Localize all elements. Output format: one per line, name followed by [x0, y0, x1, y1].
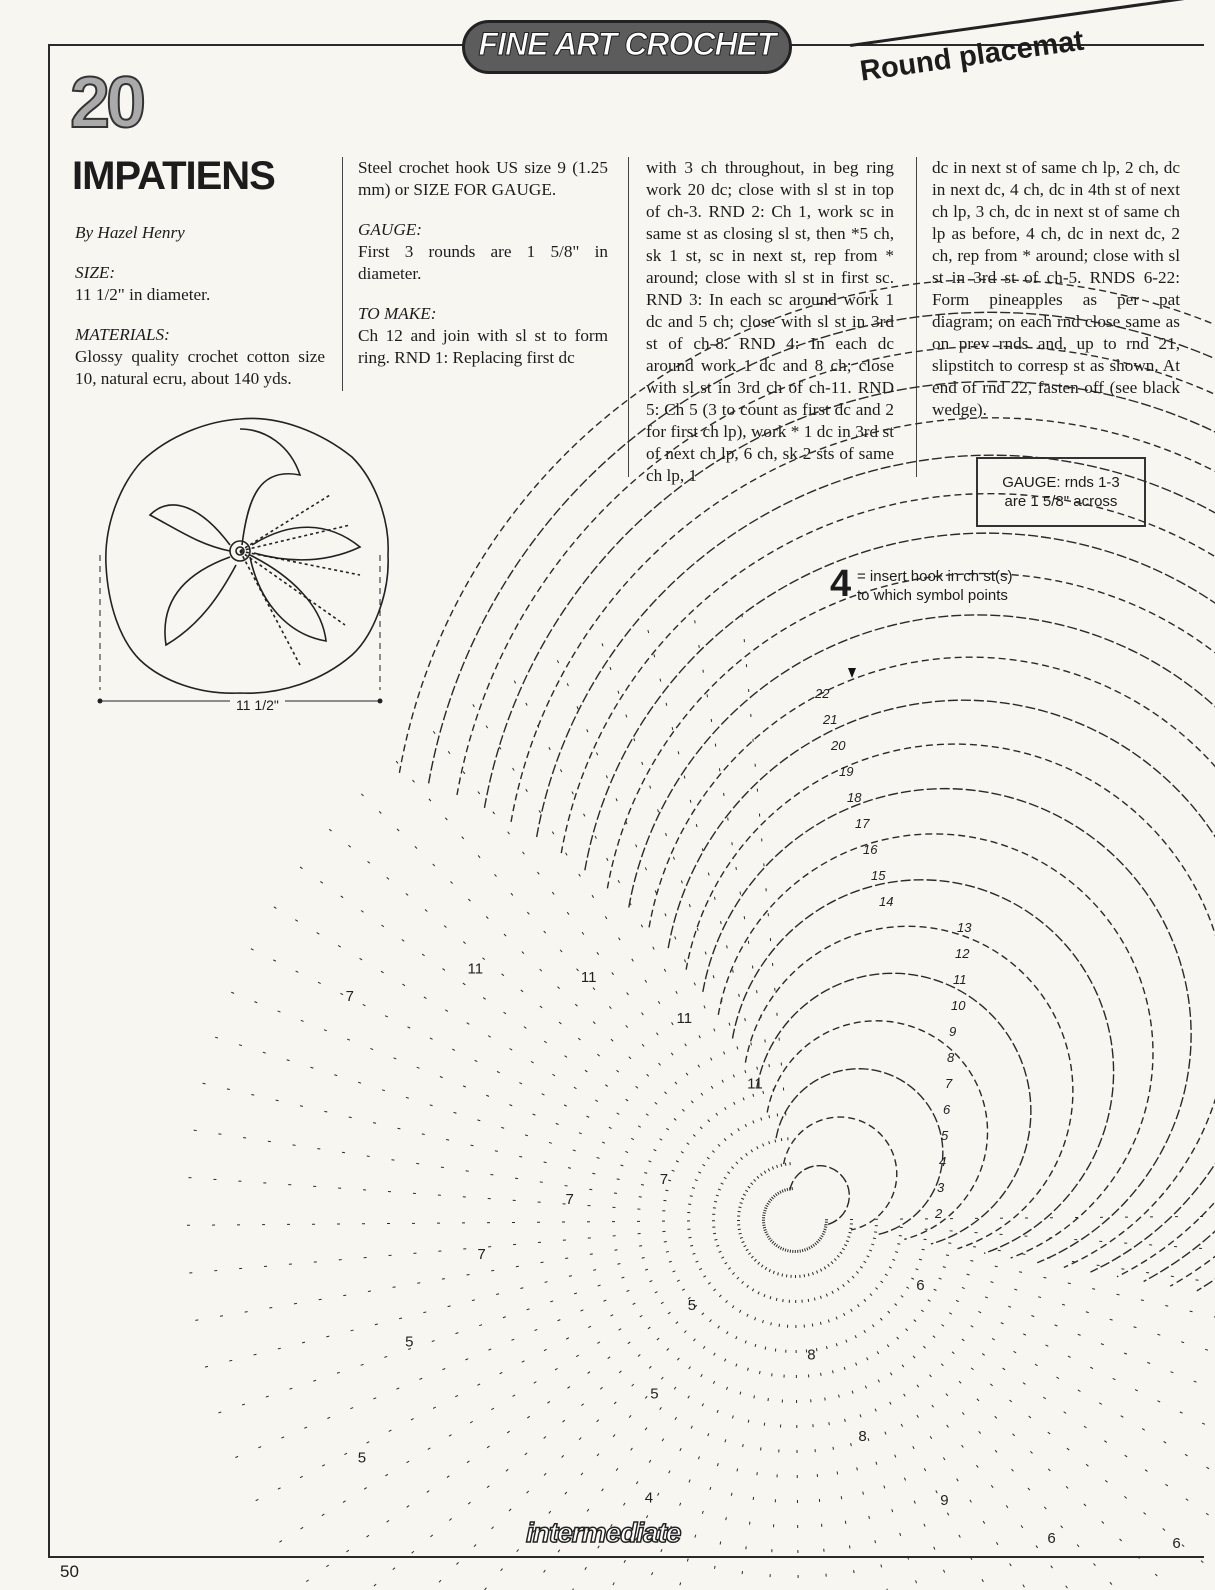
legend-line-2: to which symbol points	[857, 587, 1008, 604]
round-number: 8	[947, 1050, 955, 1065]
round-arc	[757, 973, 1031, 1244]
dimension-label: 11 1/2"	[230, 697, 285, 713]
stitch-tick	[298, 866, 770, 1203]
materials-column	[358, 157, 608, 369]
gauge-heading: GAUGE:	[358, 220, 422, 239]
page-number: 50	[60, 1562, 79, 1581]
gauge-box-line-2: are 1 5/8" across	[1004, 493, 1118, 510]
gauge-box-line-1: GAUGE: rnds 1-3	[1002, 474, 1120, 491]
round-number: 15	[871, 868, 886, 883]
round-number: 3	[937, 1180, 945, 1195]
column-divider	[628, 157, 629, 477]
stitch-tick	[187, 1223, 765, 1274]
round-number: 17	[855, 816, 870, 831]
insert-hook-symbol-icon: 4	[830, 563, 852, 605]
stitch-tick	[254, 1234, 768, 1502]
stitch-tick	[822, 1233, 1215, 1492]
round-number: 11	[953, 972, 967, 987]
stitch-tick	[360, 792, 774, 1199]
intro-column	[75, 222, 325, 390]
round-arc	[784, 1117, 897, 1230]
stitch-tick	[824, 1227, 1215, 1357]
chain-count-label: 9	[940, 1492, 949, 1510]
stitch-tick	[193, 1225, 765, 1321]
stitch-tick	[233, 1232, 767, 1459]
stitch-tick	[192, 1130, 766, 1216]
stitch-tick	[821, 1235, 1215, 1534]
round-number: 2	[935, 1206, 943, 1221]
chain-count-label: 5	[405, 1333, 414, 1351]
round-number: 22	[815, 686, 830, 701]
petal	[252, 527, 360, 560]
stitch-tick	[328, 828, 772, 1201]
stitch-tick	[601, 642, 785, 1192]
legend-line-1: = insert hook in ch st(s)	[857, 568, 1013, 585]
chain-count-label: 6	[1172, 1535, 1181, 1553]
petal	[240, 429, 300, 545]
to-make-text-3: dc in next st of same ch lp, 2 ch, dc in next dc, 4 ch, dc in 4th st of next ch lp, 3 ch, dc in next st of same ch lp as before, 4 ch, dc in next dc, 2 ch, rep from * around; close with sl st in 3rd st of ch-5. RNDS 6-22: Form pineapples as per pat diagram; on each rnd close same as on prev rnds and, up to rnd 21, slipstitch to corresp st as shown. At end of rnd 22, fasten off (see black wedge).	[932, 158, 1180, 419]
stitch-tick	[825, 1222, 1215, 1262]
chain-count-label: 5	[687, 1296, 697, 1314]
difficulty-badge: intermediate	[526, 1517, 681, 1548]
stitch-tick	[472, 703, 779, 1195]
to-make-text-1: Ch 12 and join with sl st to form ring. RND 1: Replacing first dc	[358, 326, 608, 367]
stitch-tick	[823, 1231, 1215, 1448]
chain-count-label: 11	[467, 960, 484, 978]
stitch-tick	[825, 1215, 1215, 1220]
round-arc	[790, 1166, 850, 1226]
gauge-text: First 3 rounds are 1 5/8" in diameter.	[358, 242, 608, 283]
chain-count-label: 5	[650, 1385, 659, 1403]
round-number: 12	[955, 946, 970, 961]
chain-count-label: 6	[1047, 1530, 1056, 1548]
column-divider	[342, 157, 343, 391]
round-number: 19	[839, 764, 854, 779]
stitch-tick	[186, 1177, 765, 1217]
round-arc	[767, 1021, 987, 1239]
pattern-subtitle: Round placemat	[858, 24, 1086, 88]
round-arc	[703, 789, 1191, 1263]
fasten-off-wedge-icon	[848, 668, 856, 678]
round-number: 21	[823, 712, 838, 727]
round-number: 5	[941, 1128, 949, 1143]
round-numbers	[814, 686, 972, 1221]
pattern-number: 20	[70, 63, 143, 143]
chain-count-label: 11	[676, 1009, 693, 1027]
stitch-tick	[647, 628, 787, 1191]
round-number: 20	[831, 738, 846, 753]
stitch-tick	[557, 658, 784, 1192]
size-heading: SIZE:	[75, 263, 116, 282]
round-arc	[718, 834, 1153, 1258]
stitch-tick	[513, 679, 781, 1193]
round-number: 9	[949, 1024, 957, 1039]
stitch-tick	[185, 1220, 765, 1225]
round-number: 7	[945, 1076, 953, 1091]
stitch-tick	[201, 1083, 766, 1213]
hook-text: Steel crochet hook US size 9 (1.25 mm) or SIZE FOR GAUGE.	[358, 158, 608, 199]
chain-count-label: 5	[357, 1449, 367, 1467]
materials-text: Glossy quality crochet cotton size 10, natural ecru, about 140 yds.	[75, 347, 325, 388]
chain-count-label: 4	[644, 1489, 654, 1507]
chain-labels	[346, 960, 1181, 1590]
chain-count-label: 11	[747, 1075, 763, 1093]
stitch-ticks	[185, 612, 1215, 1590]
round-arc	[607, 574, 1215, 1287]
stitch-tick	[249, 948, 768, 1207]
round-arc	[776, 1069, 943, 1235]
round-number: 10	[951, 998, 966, 1013]
size-text: 11 1/2" in diameter.	[75, 285, 211, 304]
gauge-box	[976, 457, 1146, 527]
author: By Hazel Henry	[75, 223, 185, 242]
petal	[150, 505, 230, 551]
chain-count-label: 11	[580, 969, 597, 987]
round-number: 18	[847, 790, 862, 805]
to-make-text-2: with 3 ch throughout, in beg ring work 20 dc; close with sl st in top of ch-3. RND 2: Ch 1, work sc in same st as closing sl st, then *5 ch, sk 1 st, sc in next st, rep from * around; close with sl st in first sc. RND 3: In each sc around work 1 dc and 5 ch; close with sl st in 3rd st of ch-8. RND 4: In each dc around work 1 dc and 8 ch; close with sl st in 3rd ch of ch-11. RND 5: Ch 5 (3 to count as first dc and 2 for first ch lp), work * 1 dc in 3rd st of next ch lp, 6 ch, sk 2 sts of same ch lp, 1	[646, 158, 894, 485]
stitch-tick	[742, 612, 793, 1190]
chain-count-label: 8	[807, 1346, 816, 1364]
to-make-heading: TO MAKE:	[358, 304, 437, 323]
materials-heading: MATERIALS:	[75, 325, 170, 344]
chain-count-label: 8	[858, 1428, 867, 1446]
chain-count-label: 7	[345, 987, 354, 1005]
round-number: 13	[957, 920, 972, 935]
round-arc	[585, 533, 1215, 1291]
round-number: 16	[863, 842, 878, 857]
chain-count-label: 7	[477, 1245, 486, 1263]
stitch-tick	[217, 1230, 767, 1414]
stitch-tick	[272, 906, 769, 1205]
stitch-tick	[278, 1236, 770, 1543]
round-number: 4	[939, 1154, 947, 1169]
round-arc	[732, 880, 1113, 1254]
stitch-tick	[213, 1037, 766, 1211]
pattern-title: IMPATIENS	[72, 154, 275, 198]
chain-count-label: 7	[659, 1170, 669, 1188]
round-number: 14	[879, 894, 894, 909]
chain-count-label: 7	[565, 1190, 574, 1208]
section-header: FINE ART CROCHET	[478, 26, 776, 62]
chain-count-label: 6	[916, 1277, 925, 1294]
round-number: 6	[943, 1102, 951, 1117]
